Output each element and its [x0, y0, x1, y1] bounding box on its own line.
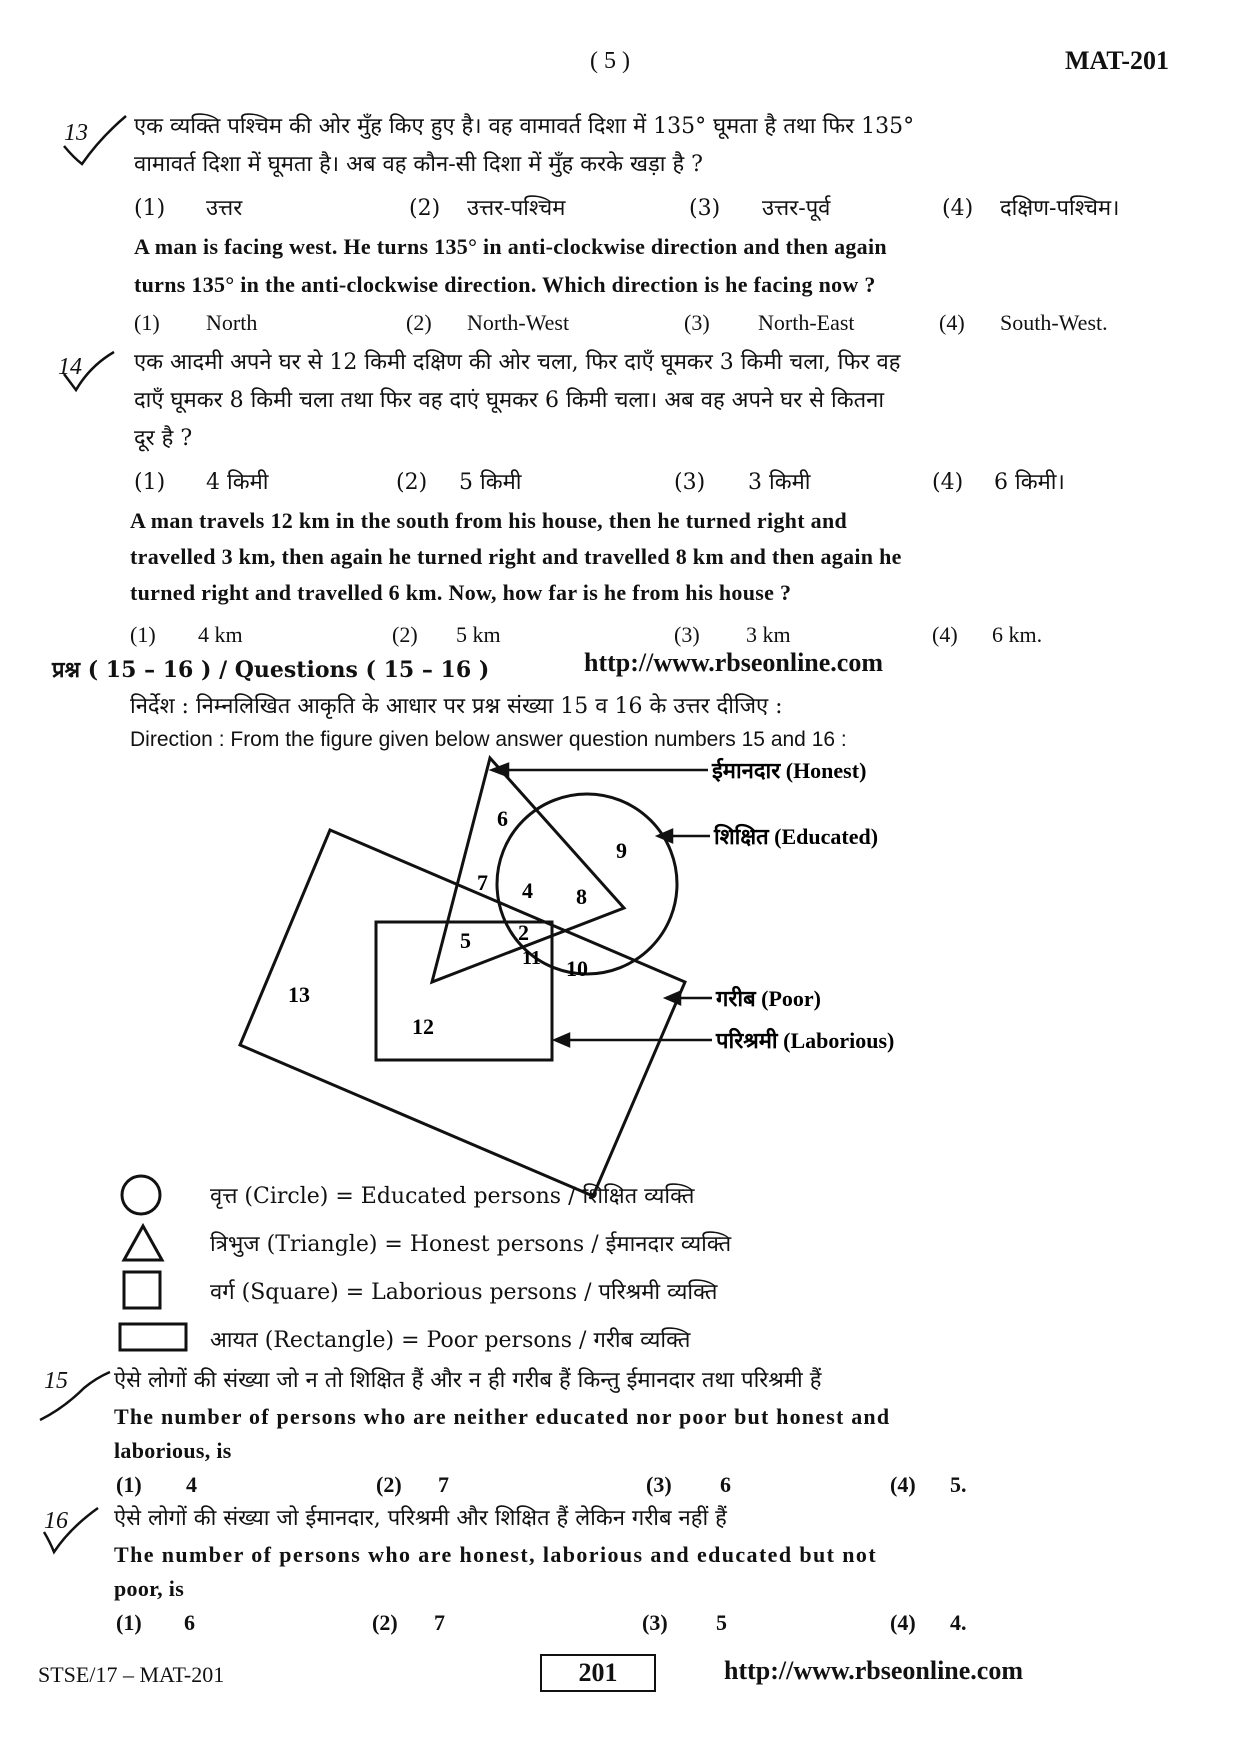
- option-number: (2): [409, 196, 441, 221]
- legend-square: वर्ग (Square) = Laborious persons / परिश्रमी व्यक्ति: [210, 1280, 718, 1305]
- option-text: 5: [716, 1610, 727, 1635]
- option-number: (2): [406, 310, 432, 335]
- region-label: 2: [518, 920, 529, 945]
- q16-options: [116, 1610, 1116, 1640]
- option-number: (2): [392, 622, 418, 647]
- question-number: 15: [44, 1368, 68, 1394]
- option-number: (3): [646, 1472, 672, 1497]
- option-number: (3): [674, 622, 700, 647]
- option-number: (1): [134, 310, 160, 335]
- option-number: (3): [689, 196, 721, 221]
- q15-options: [116, 1472, 1116, 1502]
- option-text: 4 km: [198, 622, 243, 647]
- q14-english-line2: travelled 3 km, then again he turned right and travelled 8 km and then again he: [130, 544, 902, 569]
- region-label: 6: [497, 806, 508, 831]
- legend-circle: वृत्त (Circle) = Educated persons / शिक्षित व्यक्ति: [210, 1184, 695, 1209]
- footer-code: STSE/17 – MAT-201: [38, 1662, 225, 1687]
- footer-page-number: 201: [578, 1658, 618, 1687]
- q15-english-line1: The number of persons who are neither educated nor poor but honest and: [114, 1404, 891, 1429]
- option-text: 4: [186, 1472, 197, 1497]
- option-text: 3 km: [746, 622, 791, 647]
- square-icon: [120, 1268, 164, 1312]
- q15-hindi: ऐसे लोगों की संख्या जो न तो शिक्षित हैं और न ही गरीब हैं किन्तु ईमानदार तथा परिश्रमी हैं: [114, 1368, 822, 1393]
- region-label: 13: [288, 982, 310, 1007]
- page-number: ( 5 ): [590, 48, 630, 74]
- circle-icon: [118, 1172, 164, 1218]
- option-number: (1): [116, 1472, 142, 1497]
- educated-label: शिक्षित (Educated): [714, 824, 879, 849]
- rectangle-shape: [240, 830, 685, 1196]
- legend-rectangle: आयत (Rectangle) = Poor persons / गरीब व्यक्ति: [210, 1328, 691, 1353]
- option-text: 4.: [950, 1610, 967, 1635]
- section-heading: प्रश्न ( 15 – 16 ) / Questions ( 15 – 16 ): [52, 657, 490, 683]
- region-label: 11: [522, 947, 541, 969]
- option-text: South-West.: [1000, 310, 1108, 335]
- region-label: 4: [522, 878, 533, 903]
- q16-hindi: ऐसे लोगों की संख्या जो ईमानदार, परिश्रमी और शिक्षित हैं लेकिन गरीब नहीं हैं: [114, 1506, 727, 1531]
- option-text: 6 km.: [992, 622, 1043, 647]
- option-text: 6 किमी।: [994, 470, 1065, 495]
- q14-english-line1: A man travels 12 km in the south from his house, then he turned right and: [130, 508, 848, 533]
- q13-english-line2: turns 135° in the anti-clockwise direction. Which direction is he facing now ?: [134, 272, 876, 297]
- rectangle-icon: [116, 1318, 192, 1354]
- option-text: 5 km: [456, 622, 501, 647]
- poor-label: गरीब (Poor): [716, 986, 821, 1011]
- legend-triangle: त्रिभुज (Triangle) = Honest persons / ईमानदार व्यक्ति: [210, 1232, 732, 1257]
- q13-hindi-line1: एक व्यक्ति पश्चिम की ओर मुँह किए हुए है। वह वामावर्त दिशा में 135° घूमता है तथा फिर 135°: [134, 114, 915, 139]
- option-text: North-East: [758, 310, 855, 335]
- region-label: 9: [616, 838, 627, 863]
- laborious-label: परिश्रमी (Laborious): [716, 1028, 895, 1053]
- option-number: (2): [396, 470, 428, 495]
- option-number: (3): [642, 1610, 668, 1635]
- option-text: 5 किमी: [459, 470, 522, 495]
- q14-hindi-line2: दाएँ घूमकर 8 किमी चला तथा फिर वह दाएं घूमकर 6 किमी चला। अब वह अपने घर से कितना: [134, 388, 885, 413]
- option-text: 6: [720, 1472, 731, 1497]
- region-label: 12: [412, 1014, 434, 1039]
- honest-label: ईमानदार (Honest): [712, 758, 867, 783]
- option-number: (4): [932, 470, 964, 495]
- option-text: उत्तर: [206, 196, 243, 221]
- option-number: (1): [130, 622, 156, 647]
- question-number: 13: [64, 120, 88, 146]
- option-number: (4): [939, 310, 965, 335]
- question-number: 14: [58, 354, 82, 380]
- q13-english-line1: A man is facing west. He turns 135° in anti-clockwise direction and then again: [134, 234, 887, 259]
- option-text: 7: [438, 1472, 449, 1497]
- option-number: (2): [376, 1472, 402, 1497]
- option-text: North: [206, 310, 258, 335]
- tick-mark-icon: [36, 1502, 116, 1558]
- triangle-icon: [120, 1222, 166, 1264]
- q15-english-line2: laborious, is: [114, 1438, 232, 1463]
- option-text: दक्षिण-पश्चिम।: [1000, 196, 1120, 221]
- q13-hindi-line2: वामावर्त दिशा में घूमता है। अब वह कौन-सी दिशा में मुँह करके खड़ा है ?: [134, 152, 703, 177]
- q14-english-line3: turned right and travelled 6 km. Now, how far is he from his house ?: [130, 580, 792, 605]
- q16-english-line1: The number of persons who are honest, laborious and educated but not: [114, 1542, 878, 1567]
- direction-hindi: निर्देश : निम्नलिखित आकृति के आधार पर प्रश्न संख्या 15 व 16 के उत्तर दीजिए :: [130, 694, 783, 719]
- option-number: (4): [942, 196, 974, 221]
- option-text: 6: [184, 1610, 195, 1635]
- option-text: North-West: [467, 310, 570, 335]
- option-number: (1): [134, 196, 166, 221]
- option-number: (3): [674, 470, 706, 495]
- option-number: (1): [116, 1610, 142, 1635]
- option-number: (4): [890, 1610, 916, 1635]
- footer-url: http://www.rbseonline.com: [724, 1656, 1023, 1685]
- direction-english: Direction : From the figure given below answer question numbers 15 and 16 :: [130, 728, 847, 751]
- section-url: http://www.rbseonline.com: [584, 648, 883, 677]
- q14-hindi-line3: दूर है ?: [134, 426, 193, 451]
- option-text: उत्तर-पश्चिम: [467, 196, 566, 221]
- option-number: (4): [932, 622, 958, 647]
- q14-hindi-line1: एक आदमी अपने घर से 12 किमी दक्षिण की ओर चला, फिर दाएँ घूमकर 3 किमी चला, फिर वह: [134, 350, 901, 375]
- region-label: 5: [460, 928, 471, 953]
- tick-mark-icon: [34, 1368, 124, 1428]
- option-text: उत्तर-पूर्व: [762, 196, 831, 221]
- region-label: 7: [477, 870, 488, 895]
- footer-page-box: [540, 1654, 656, 1692]
- paper-code: MAT-201: [1065, 46, 1169, 75]
- region-label: 10: [566, 956, 588, 981]
- option-number: (1): [134, 470, 166, 495]
- option-text: 5.: [950, 1472, 967, 1497]
- q16-english-line2: poor, is: [114, 1576, 185, 1601]
- question-number: 16: [44, 1508, 68, 1534]
- option-text: 3 किमी: [748, 470, 811, 495]
- option-number: (4): [890, 1472, 916, 1497]
- option-text: 4 किमी: [206, 470, 269, 495]
- option-number: (3): [684, 310, 710, 335]
- option-text: 7: [434, 1610, 445, 1635]
- region-label: 8: [576, 884, 587, 909]
- option-number: (2): [372, 1610, 398, 1635]
